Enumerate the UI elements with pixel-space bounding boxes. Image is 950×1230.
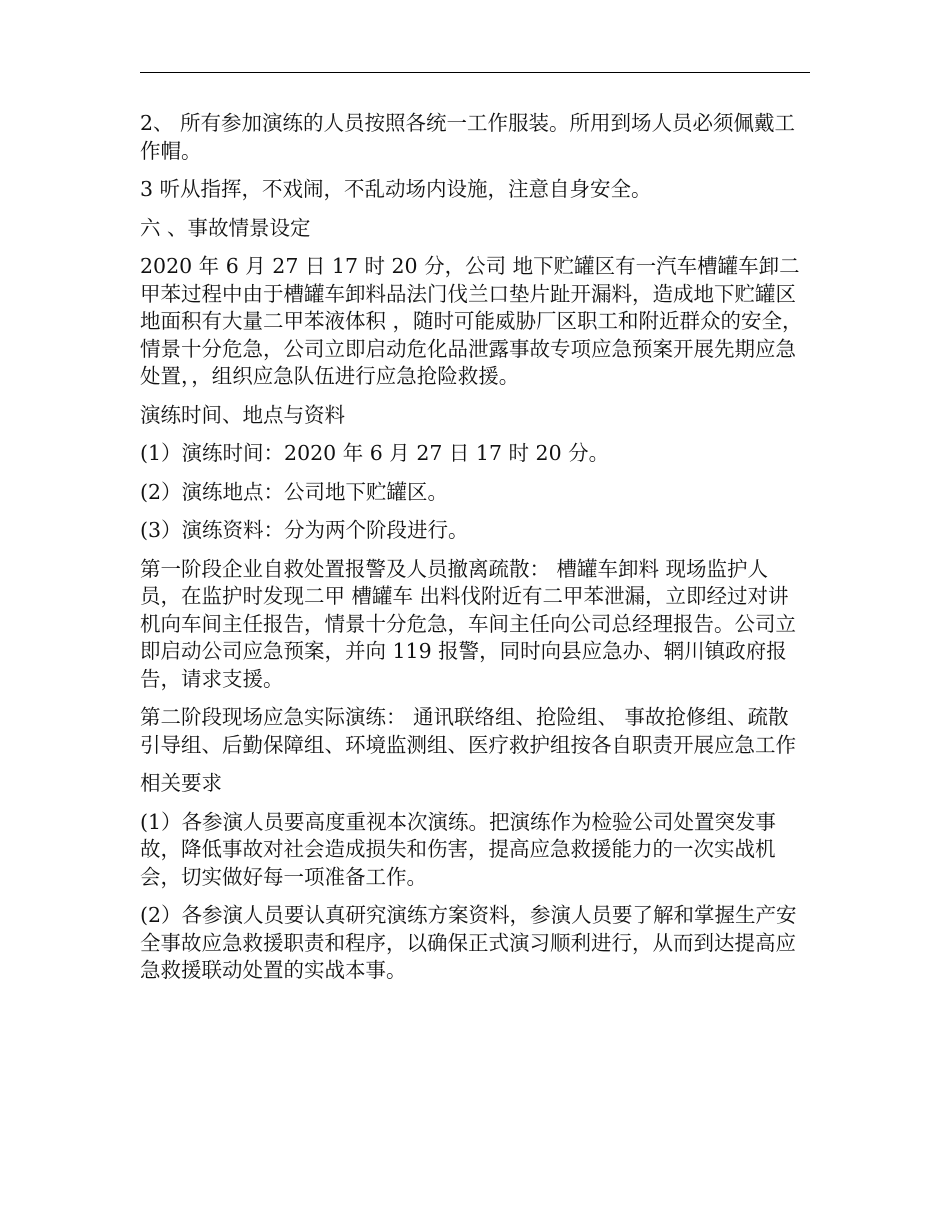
paragraph-uniform-requirement: 2、 所有参加演练的人员按照各统一工作服装。所用到场人员必须佩戴工作帽。 <box>140 111 796 163</box>
paragraph-phase-two: 第二阶段现场应急实际演练： 通讯联络组、抢险组、 事故抢修组、疏散引导组、后勤保障组、环境监测组、医疗救护组按各自职责开展应急工作 <box>140 705 796 757</box>
list-item-drill-time: (1）演练时间：2020 年 6 月 27 日 17 时 20 分。 <box>140 441 610 465</box>
document-body <box>140 110 805 996</box>
list-item-drill-location: (2）演练地点：公司地下贮罐区。 <box>140 479 449 504</box>
paragraph-phase-one: 第一阶段企业自救处置报警及人员撤离疏散： 槽罐车卸料 现场监护人员，在监护时发现二甲 槽罐车 出料伐附近有二甲苯泄漏，立即经过对讲机向车间主任报告，情景十分危急，车间主任向公司总经理报告。公司立即启动公司应急预案，并向 119 报警，同时向县应急办、辋川镇政府报告，请求支援。 <box>140 556 796 691</box>
section-heading-time-place: 演练时间、地点与资料 <box>140 402 345 427</box>
list-item-drill-materials: (3）演练资料：分为两个阶段进行。 <box>140 518 469 542</box>
list-item-requirement-2: (2）各参演人员要认真研究演练方案资料，参演人员要了解和掌握生产安全事故应急救援职责和程序，以确保正式演习顺利进行，从而到达提高应急救援联动处置的实战本事。 <box>140 903 797 982</box>
paragraph-obey-command: 3 听从指挥，不戏闹，不乱动场内设施，注意自身安全。 <box>140 177 652 201</box>
list-item-requirement-1: (1）各参演人员要高度重视本次演练。把演练作为检验公司处置突发事故，降低事故对社会造成损失和伤害，提高应急救援能力的一次实战机会，切实做好每一项准备工作。 <box>140 809 777 889</box>
section-heading-requirements: 相关要求 <box>140 771 222 795</box>
header-divider <box>140 72 810 73</box>
paragraph-scenario-description: 2020 年 6 月 27 日 17 时 20 分，公司 地下贮罐区有一汽车槽罐车卸二甲苯过程中由于槽罐车卸料品法门伐兰口垫片趾开漏料，造成地下贮罐区地面积有大量二甲苯液体积 ，随时可能威胁厂区职工和附近群众的安全，情景十分危急，公司立即启动危化品泄露事故专项应急预案开展先期应急处置，，组织应急队伍进行应急抢险救援。 <box>140 254 803 388</box>
section-heading-scenario: 六 、事故情景设定 <box>140 215 311 240</box>
